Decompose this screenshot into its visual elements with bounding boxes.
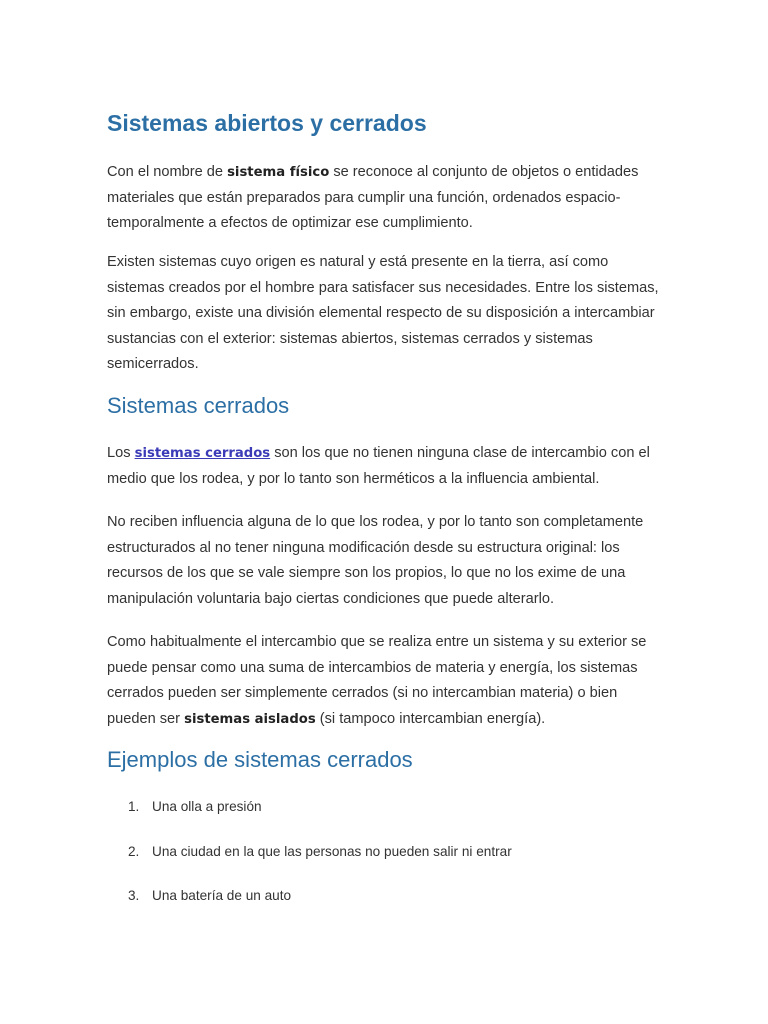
list-item-text: Una olla a presión	[152, 799, 262, 814]
closed-text-b: son los que no tienen ninguna clase de intercambio con el medio que los rodea, y por lo tanto son herméticos a la influencia ambiental.	[107, 445, 650, 487]
closed-p3-text-b: (si tampoco intercambian energía).	[315, 710, 546, 727]
section-heading-examples: Ejemplos de sistemas cerrados	[107, 747, 413, 772]
list-item-text: Una batería de un auto	[152, 888, 292, 903]
list-item	[128, 888, 291, 903]
list-item-number: 2.	[128, 844, 140, 859]
sistemas-cerrados-link[interactable]: sistemas cerrados	[134, 446, 271, 461]
intro-text-a: Con el nombre de	[107, 164, 228, 180]
closed-p3-text-a: Como habitualmente el intercambio que se realiza entre un sistema y su exterior se puede pensar como una suma de intercambios de materia y energía, los sistemas cerrados pueden ser simplemente cerrados (si no intercambian materia) o bien pueden ser	[107, 634, 647, 727]
list-item-text: Una ciudad en la que las personas no pueden salir ni entrar	[152, 844, 512, 859]
intro-text-b: se reconoce al conjunto de objetos o entidades materiales que están preparados para cumplir una función, ordenados espacio-temporalmente a efectos de optimizar ese cumplimiento.	[107, 164, 639, 232]
sistema-fisico-bold: sistema físico	[227, 165, 330, 180]
closed-paragraph-3	[107, 630, 667, 732]
list-item-number: 3.	[128, 888, 140, 903]
closed-text-a: Los	[107, 445, 135, 461]
intro-paragraph-1	[107, 160, 667, 237]
section-heading-closed-systems: Sistemas cerrados	[107, 393, 290, 418]
closed-paragraph-1	[107, 441, 667, 492]
page-title: Sistemas abiertos y cerrados	[107, 110, 427, 136]
closed-paragraph-2: No reciben influencia alguna de lo que los rodea, y por lo tanto son completamente estructurados al no tener ninguna modificación desde su estructura original: los recursos de los que se vale siempre son los propios, lo que no los exime de una manipulación voluntaria bajo ciertas condiciones que puede alterarlo.	[107, 514, 644, 607]
list-item	[128, 844, 512, 859]
list-item	[128, 799, 262, 814]
list-item-number: 1.	[128, 799, 140, 814]
intro-paragraph-2: Existen sistemas cuyo origen es natural y está presente en la tierra, así como sistemas creados por el hombre para satisfacer sus necesidades. Entre los sistemas, sin embargo, existe una división elemental respecto de su disposición a intercambiar sustancias con el exterior: sistemas abiertos, sistemas cerrados y sistemas semicerrados.	[107, 254, 659, 373]
sistemas-aislados-bold: sistemas aislados	[184, 711, 316, 727]
